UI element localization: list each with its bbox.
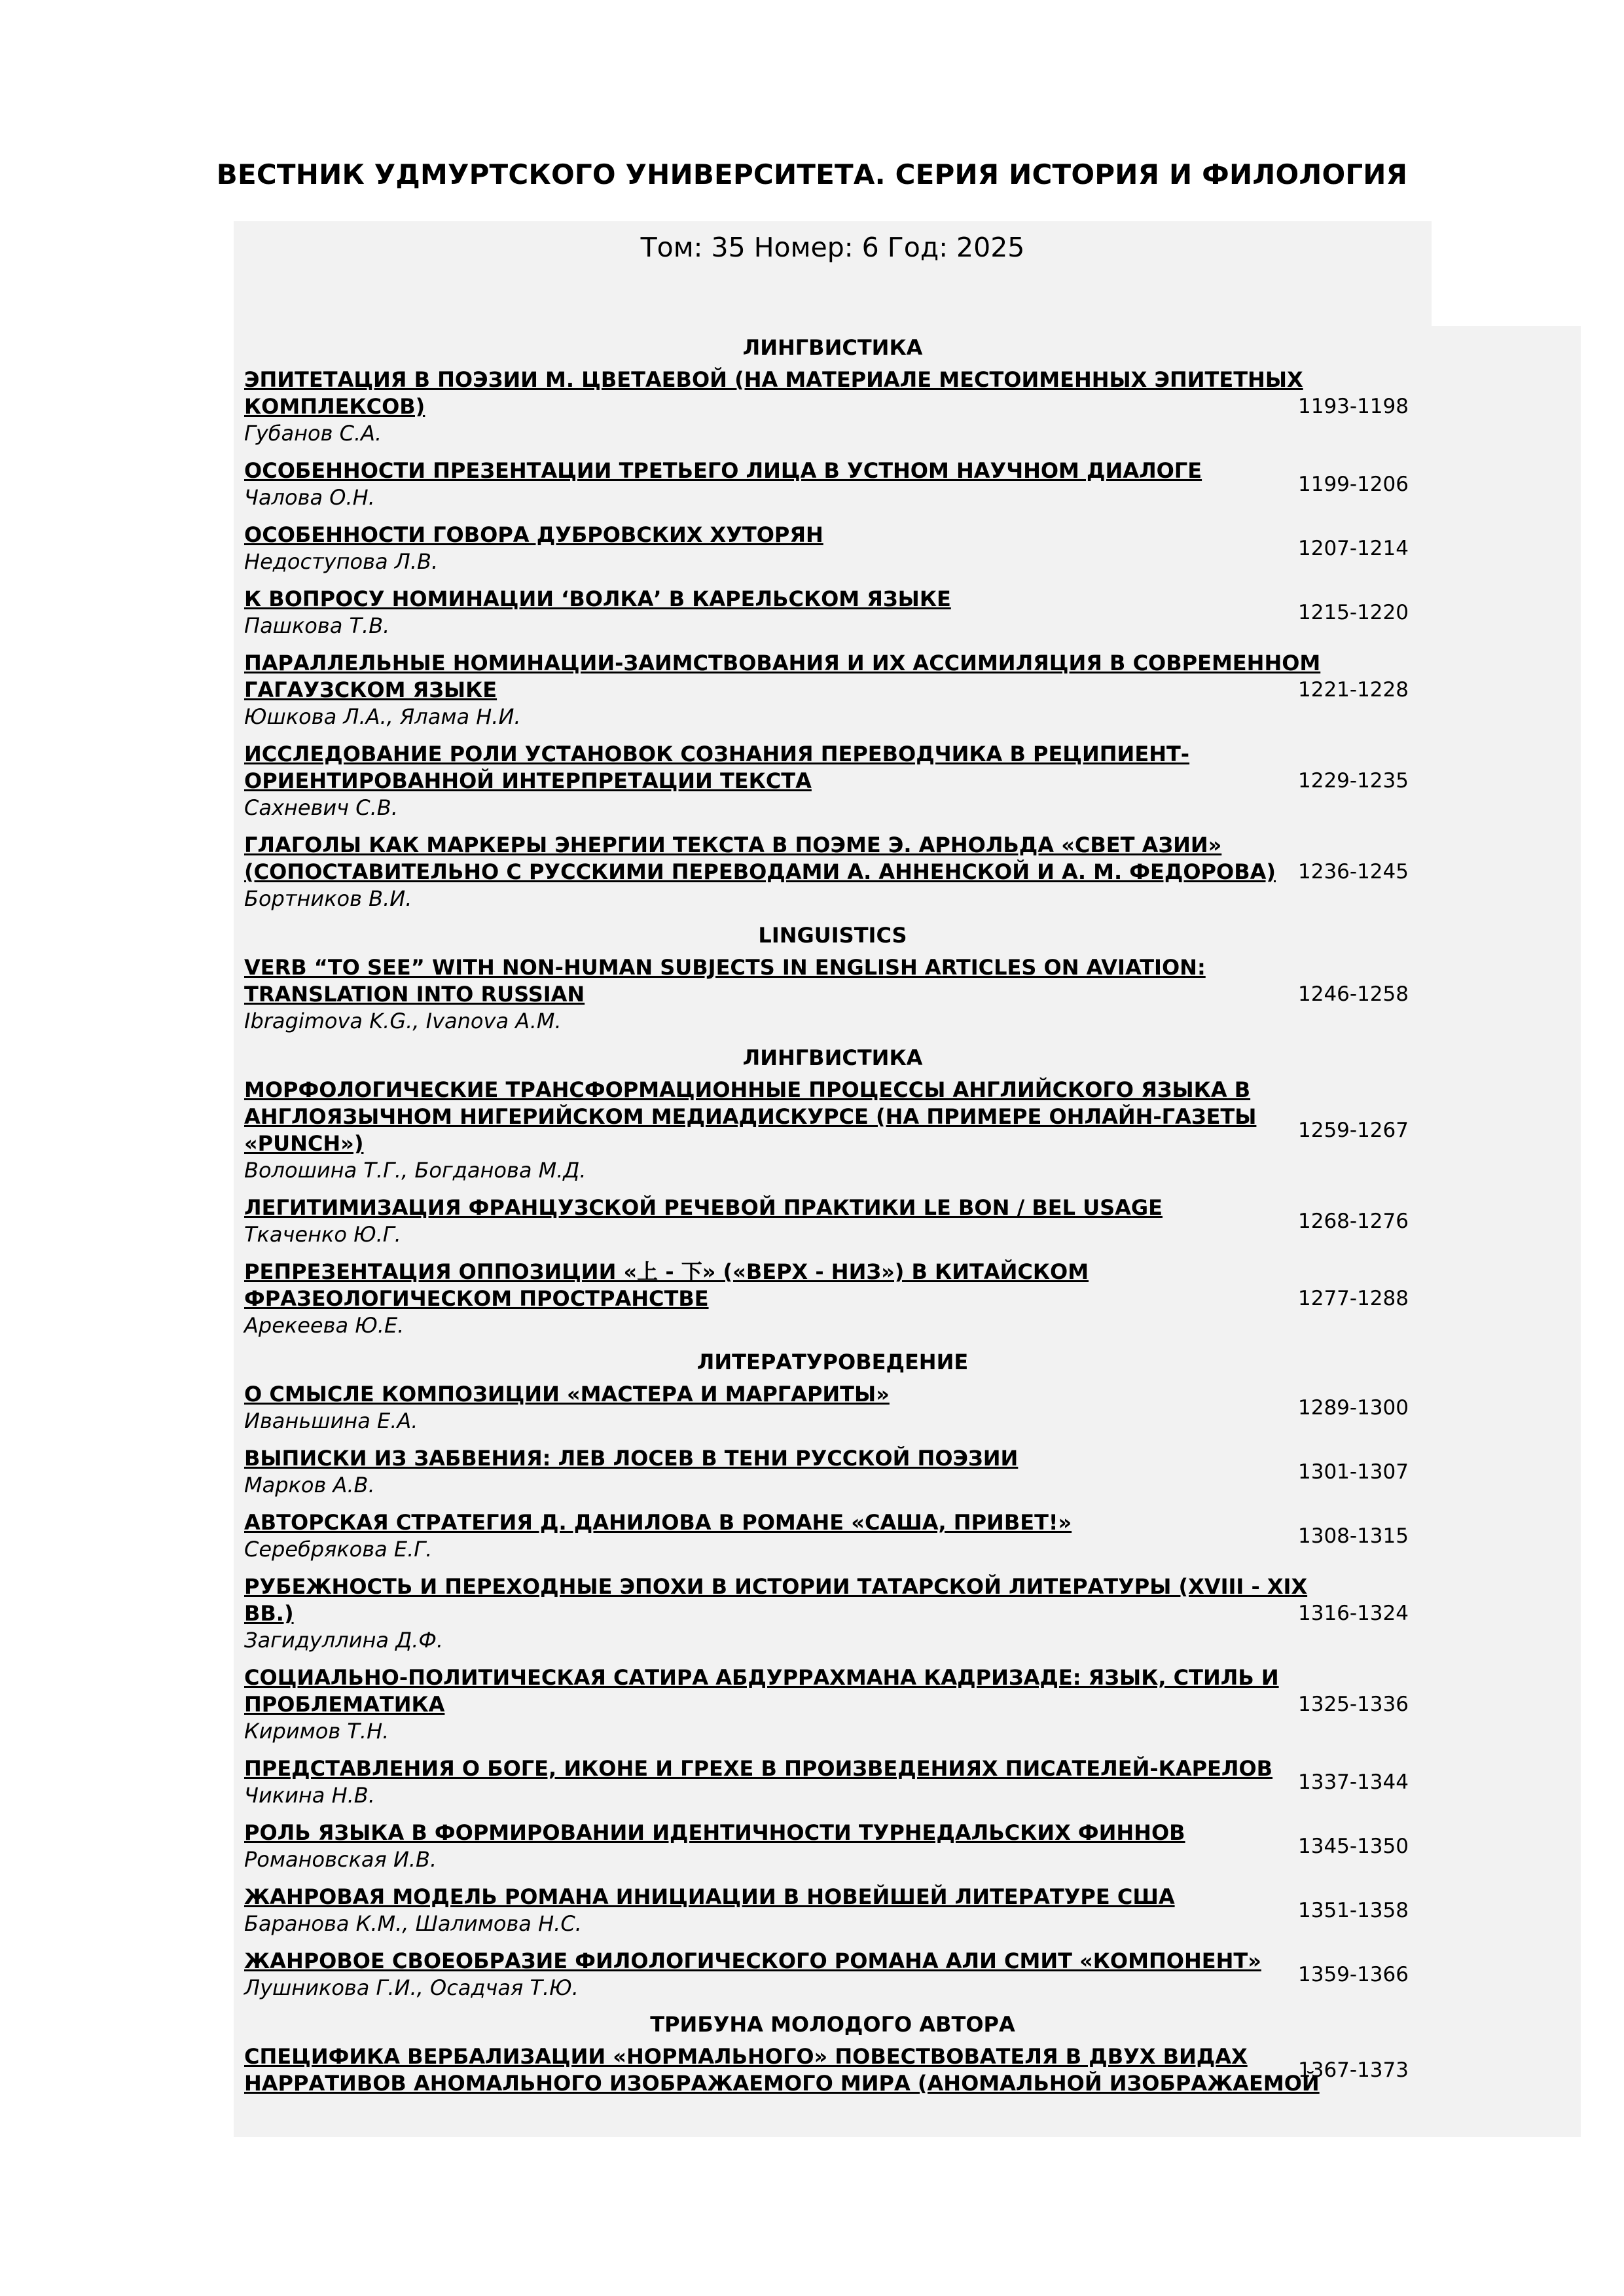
article-title-link[interactable]: VERB “TO SEE” WITH NON-HUMAN SUBJECTS IN ENGLISH ARTICLES ON AVIATION: TRANSLATION INTO RUSSIAN xyxy=(244,955,1206,1007)
section-heading: LINGUISTICS xyxy=(758,923,907,948)
article-title-link[interactable]: АВТОРСКАЯ СТРАТЕГИЯ Д. ДАНИЛОВА В РОМАНЕ «САША, ПРИВЕТ!» xyxy=(244,1510,1072,1535)
article-row xyxy=(234,1445,1581,1499)
article-pages: 1215-1220 xyxy=(1298,600,1409,624)
article-authors: Иваньшина Е.А. xyxy=(244,1408,418,1433)
article-pages: 1268-1276 xyxy=(1298,1209,1409,1233)
article-authors: Киримов Т.Н. xyxy=(244,1719,389,1744)
article-row xyxy=(234,650,1581,730)
article-title-link[interactable]: ЖАНРОВАЯ МОДЕЛЬ РОМАНА ИНИЦИАЦИИ В НОВЕЙШЕЙ ЛИТЕРАТУРЕ США xyxy=(244,1884,1175,1909)
article-title-link[interactable]: ОСОБЕННОСТИ ПРЕЗЕНТАЦИИ ТРЕТЬЕГО ЛИЦА В УСТНОМ НАУЧНОМ ДИАЛОГЕ xyxy=(244,458,1202,483)
article-row xyxy=(234,1259,1581,1339)
section-heading: ЛИТЕРАТУРОВЕДЕНИЕ xyxy=(696,1350,969,1374)
article-authors: Чалова О.Н. xyxy=(244,485,375,510)
article-pages: 1277-1288 xyxy=(1298,1287,1409,1310)
article-pages: 1229-1235 xyxy=(1298,769,1409,793)
article-pages: 1345-1350 xyxy=(1298,1834,1409,1858)
article-authors: Пашкова Т.В. xyxy=(244,613,390,638)
article-row xyxy=(234,1381,1581,1435)
article-authors: Марков А.В. xyxy=(244,1473,375,1498)
article-row xyxy=(234,2043,1581,2097)
section-heading: ЛИНГВИСТИКА xyxy=(742,1045,923,1070)
article-title-link[interactable]: ОСОБЕННОСТИ ГОВОРА ДУБРОВСКИХ ХУТОРЯН xyxy=(244,522,823,547)
article-title-link[interactable]: ВЫПИСКИ ИЗ ЗАБВЕНИЯ: ЛЕВ ЛОСЕВ В ТЕНИ РУССКОЙ ПОЭЗИИ xyxy=(244,1446,1019,1471)
article-authors: Ibragimova K.G., Ivanova A.M. xyxy=(244,1009,562,1033)
article-authors: Серебрякова Е.Г. xyxy=(244,1537,433,1562)
article-pages: 1199-1206 xyxy=(1298,472,1409,496)
article-row xyxy=(234,1948,1581,2001)
article-authors: Юшкова Л.А., Ялама Н.И. xyxy=(244,704,521,729)
article-row xyxy=(234,367,1581,447)
section-heading: ТРИБУНА МОЛОДОГО АВТОРА xyxy=(650,2012,1015,2037)
journal-title: ВЕСТНИК УДМУРТСКОГО УНИВЕРСИТЕТА. СЕРИЯ ИСТОРИЯ И ФИЛОЛОГИЯ xyxy=(216,158,1408,190)
article-title-link[interactable]: ЛЕГИТИМИЗАЦИЯ ФРАНЦУЗСКОЙ РЕЧЕВОЙ ПРАКТИКИ LE BON / BEL USAGE xyxy=(244,1195,1163,1220)
article-pages: 1246-1258 xyxy=(1298,982,1409,1006)
article-row xyxy=(234,457,1581,511)
article-title-link[interactable]: ПРЕДСТАВЛЕНИЯ О БОГЕ, ИКОНЕ И ГРЕХЕ В ПРОИЗВЕДЕНИЯХ ПИСАТЕЛЕЙ-КАРЕЛОВ xyxy=(244,1756,1273,1781)
article-authors: Губанов С.А. xyxy=(244,421,382,446)
article-row xyxy=(234,1664,1581,1745)
article-row xyxy=(234,1884,1581,1937)
issue-header xyxy=(234,221,1432,326)
article-title-link[interactable]: К ВОПРОСУ НОМИНАЦИИ ‘ВОЛКА’ В КАРЕЛЬСКОМ ЯЗЫКЕ xyxy=(244,586,951,611)
article-title-link[interactable]: РОЛЬ ЯЗЫКА В ФОРМИРОВАНИИ ИДЕНТИЧНОСТИ ТУРНЕДАЛЬСКИХ ФИННОВ xyxy=(244,1820,1185,1845)
article-title-link[interactable]: МОРФОЛОГИЧЕСКИЕ ТРАНСФОРМАЦИОННЫЕ ПРОЦЕССЫ АНГЛИЙСКОГО ЯЗЫКА В АНГЛОЯЗЫЧНОМ НИГЕРИЙСКОМ МЕДИАДИСКУРСЕ (НА ПРИМЕРЕ ОНЛАЙН-ГАЗЕТЫ «PUNCH») xyxy=(244,1077,1257,1156)
article-authors: Ткаченко Ю.Г. xyxy=(244,1222,401,1247)
article-pages: 1301-1307 xyxy=(1298,1460,1409,1484)
article-row xyxy=(234,586,1581,639)
article-pages: 1207-1214 xyxy=(1298,536,1409,560)
article-pages: 1236-1245 xyxy=(1298,860,1409,884)
article-pages: 1337-1344 xyxy=(1298,1770,1409,1794)
article-row xyxy=(234,522,1581,575)
article-pages: 1308-1315 xyxy=(1298,1524,1409,1548)
article-pages: 1289-1300 xyxy=(1298,1395,1409,1420)
article-pages: 1367-1373 xyxy=(1298,2058,1409,2082)
article-title-link[interactable]: ГЛАГОЛЫ КАК МАРКЕРЫ ЭНЕРГИИ ТЕКСТА В ПОЭМЕ Э. АРНОЛЬДА «СВЕТ АЗИИ» (СОПОСТАВИТЕЛЬНО С РУССКИМИ ПЕРЕВОДАМИ А. АННЕНСКОЙ И А. М. ФЕДОРОВА) xyxy=(244,833,1276,884)
article-authors: Романовская И.В. xyxy=(244,1847,437,1872)
article-title-link[interactable]: ПАРАЛЛЕЛЬНЫЕ НОМИНАЦИИ-ЗАИМСТВОВАНИЯ И ИХ АССИМИЛЯЦИЯ В СОВРЕМЕННОМ ГАГАУЗСКОМ ЯЗЫКЕ xyxy=(244,651,1321,702)
article-title-link[interactable]: РУБЕЖНОСТЬ И ПЕРЕХОДНЫЕ ЭПОХИ В ИСТОРИИ ТАТАРСКОЙ ЛИТЕРАТУРЫ (XVIII - XIX ВВ.) xyxy=(244,1574,1308,1626)
article-row xyxy=(234,832,1581,912)
article-authors: Сахневич С.В. xyxy=(244,795,398,820)
table-of-contents xyxy=(234,326,1581,2137)
article-row xyxy=(234,1755,1581,1809)
article-authors: Чикина Н.В. xyxy=(244,1783,375,1808)
article-title-link[interactable]: ЖАНРОВОЕ СВОЕОБРАЗИЕ ФИЛОЛОГИЧЕСКОГО РОМАНА АЛИ СМИТ «КОМПОНЕНТ» xyxy=(244,1948,1261,1973)
article-pages: 1325-1336 xyxy=(1298,1693,1409,1716)
article-authors: Недоступова Л.В. xyxy=(244,549,439,574)
article-row xyxy=(234,1194,1581,1248)
article-pages: 1259-1267 xyxy=(1298,1118,1409,1142)
article-pages: 1316-1324 xyxy=(1298,1602,1409,1625)
article-row xyxy=(234,1820,1581,1873)
section-heading: ЛИНГВИСТИКА xyxy=(742,335,923,360)
article-title-link[interactable]: ИССЛЕДОВАНИЕ РОЛИ УСТАНОВОК СОЗНАНИЯ ПЕРЕВОДЧИКА В РЕЦИПИЕНТ- ОРИЕНТИРОВАННОЙ ИНТЕРПРЕТАЦИИ ТЕКСТА xyxy=(244,742,1190,793)
article-row xyxy=(234,1077,1581,1184)
article-title-link[interactable]: СОЦИАЛЬНО-ПОЛИТИЧЕСКАЯ САТИРА АБДУРРАХМАНА КАДРИЗАДЕ: ЯЗЫК, СТИЛЬ И ПРОБЛЕМАТИКА xyxy=(244,1665,1279,1717)
article-authors: Волошина Т.Г., Богданова М.Д. xyxy=(244,1158,586,1183)
article-title-link[interactable]: РЕПРЕЗЕНТАЦИЯ ОППОЗИЦИИ «上 - 下» («ВЕРХ - НИЗ») В КИТАЙСКОМ ФРАЗЕОЛОГИЧЕСКОМ ПРОСТРАНСТВЕ xyxy=(244,1259,1089,1311)
article-row xyxy=(234,741,1581,821)
article-title-link[interactable]: ЭПИТЕТАЦИЯ В ПОЭЗИИ М. ЦВЕТАЕВОЙ (НА МАТЕРИАЛЕ МЕСТОИМЕННЫХ ЭПИТЕТНЫХ КОМПЛЕКСОВ) xyxy=(244,367,1303,419)
article-row xyxy=(234,954,1581,1035)
article-pages: 1351-1358 xyxy=(1298,1898,1409,1922)
article-pages: 1359-1366 xyxy=(1298,1962,1409,1986)
issue-info: Том: 35 Номер: 6 Год: 2025 xyxy=(640,232,1025,263)
article-row xyxy=(234,1509,1581,1563)
article-authors: Арекеева Ю.Е. xyxy=(244,1313,405,1338)
article-authors: Бортников В.И. xyxy=(244,886,412,911)
article-authors: Баранова К.М., Шалимова Н.С. xyxy=(244,1911,582,1936)
article-row xyxy=(234,1573,1581,1654)
article-pages: 1221-1228 xyxy=(1298,678,1409,702)
article-authors: Загидуллина Д.Ф. xyxy=(244,1628,444,1653)
article-title-link[interactable]: О СМЫСЛЕ КОМПОЗИЦИИ «МАСТЕРА И МАРГАРИТЫ» xyxy=(244,1382,890,1407)
article-pages: 1193-1198 xyxy=(1298,395,1409,418)
article-authors: Лушникова Г.И., Осадчая Т.Ю. xyxy=(244,1975,579,2000)
article-title-link[interactable]: СПЕЦИФИКА ВЕРБАЛИЗАЦИИ «НОРМАЛЬНОГО» ПОВЕСТВОВАТЕЛЯ В ДВУХ ВИДАХ НАРРАТИВОВ АНОМАЛЬНОГО ИЗОБРАЖАЕМОГО МИРА (АНОМАЛЬНОЙ ИЗОБРАЖАЕМОЙ xyxy=(244,2044,1320,2096)
